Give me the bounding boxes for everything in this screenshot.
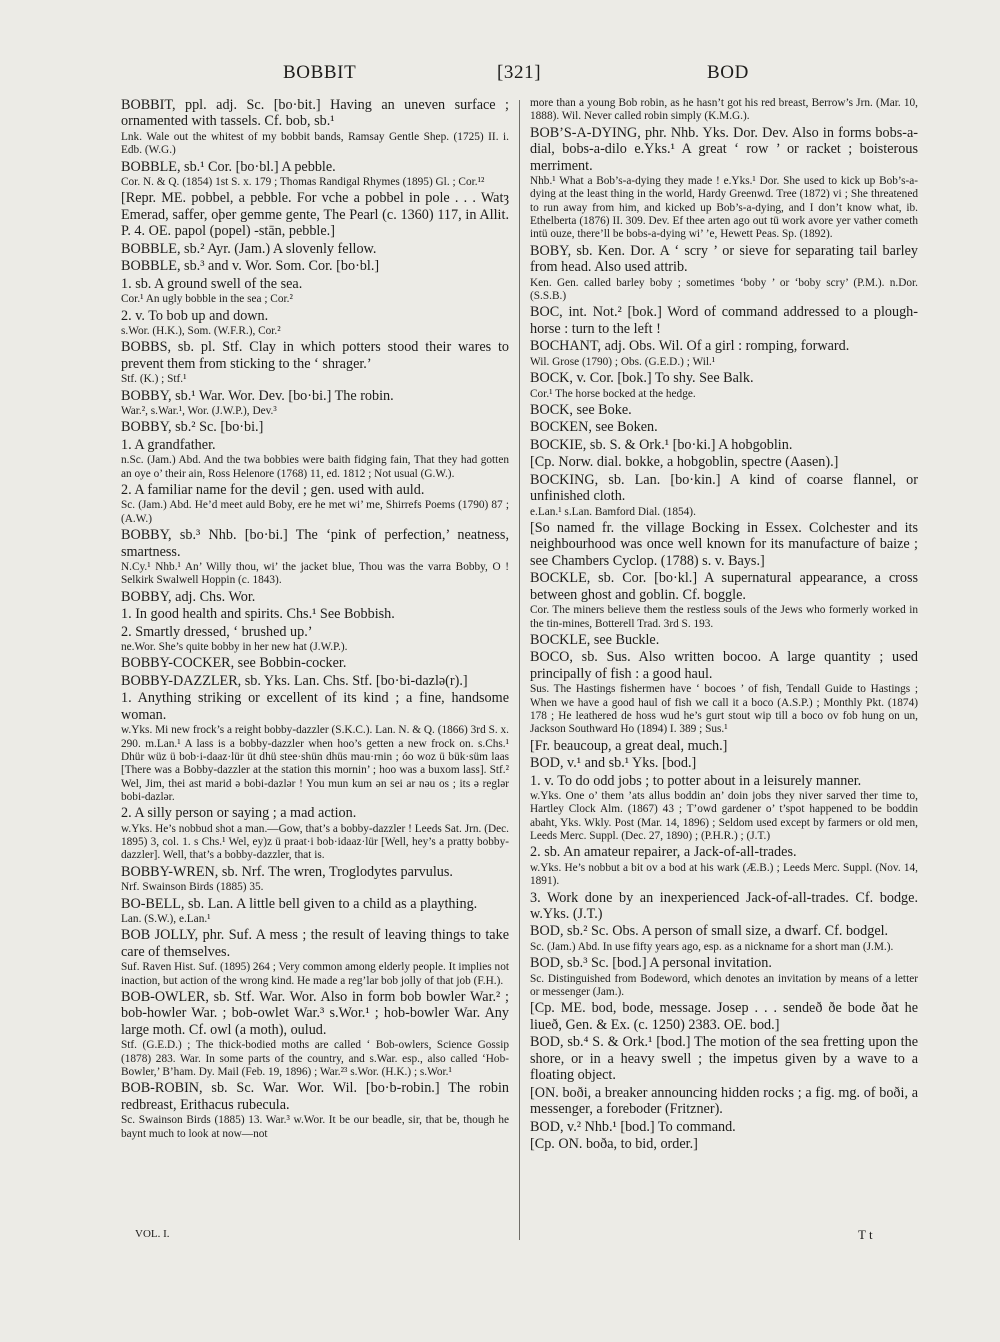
entry-paragraph: 1. A grandfather.	[121, 436, 216, 453]
entry-paragraph: BOBBY, sb.³ Nhb. [bo·bi.] The ‘pink of perfection,’ neatness, smartness.	[121, 527, 509, 560]
entry-paragraph: [ON. boði, a breaker announcing hidden rocks ; a fig. mg. of boði, a messenger, a foreboder (Fritzner).	[530, 1084, 918, 1118]
right-column	[530, 97, 918, 1154]
entry-paragraph: BOD, v.¹ and sb.¹ Yks. [bod.]	[530, 755, 697, 772]
entry-paragraph: BOCHANT, adj. Obs. Wil. Of a girl : romping, forward.	[530, 338, 850, 355]
entry-paragraph: 2. Smartly dressed, ‘ brushed up.’	[121, 623, 313, 640]
citation-paragraph: Ken. Gen. called barley boby ; sometimes ‘boby ’ or ‘boby scry’ (P.M.). n.Dor. (S.S.B.)	[530, 276, 918, 302]
entry-paragraph: [Cp. ON. boða, to bid, order.]	[530, 1136, 698, 1153]
entry-paragraph: BOD, v.² Nhb.¹ [bod.] To command.	[530, 1118, 736, 1135]
citation-paragraph: Sc. Distinguished from Bodeword, which denotes an invitation by means of a letter or messenger (Jam.).	[530, 972, 918, 999]
entry-paragraph: BOBY, sb. Ken. Dor. A ‘ scry ’ or sieve for separating tail barley from head. Also used attrib.	[530, 242, 918, 276]
citation-paragraph: s.Wor. (H.K.), Som. (W.F.R.), Cor.²	[121, 325, 281, 337]
entry-paragraph: [Cp. ME. bod, bode, message. Josep . . . sendeð ðe bode ðat he liueð, Gen. & Ex. (c. 1250) 2383. OE. bod.]	[530, 1000, 918, 1033]
entry-paragraph: BOCKLE, sb. Cor. [bo·kl.] A supernatural appearance, a cross between ghost and goblin. Cf. boggle.	[530, 570, 918, 603]
citation-paragraph: Sc. (Jam.) Abd. He’d meet auld Boby, ere he met wi’ me, Shirrefs Poems (1790) 87 ; (A.W.)	[121, 499, 509, 525]
entry-paragraph: BOB’S-A-DYING, phr. Nhb. Yks. Dor. Dev. Also in forms bobs-a-dial, bobs-a-dilo e.Yks.¹ A great ‘ row ’ or racket ; boisterous merriment.	[530, 124, 918, 174]
entry-paragraph: [So named fr. the village Bocking in Essex. Colchester and its neighbourhood was once well known for its manufacture of baize ; see Chambers Cyclop. (1788) s. v. Bays.]	[530, 519, 918, 569]
entry-paragraph: BOD, sb.³ Sc. [bod.] A personal invitation.	[530, 955, 772, 972]
citation-paragraph: N.Cy.¹ Nhb.¹ An’ Willy thou, wi’ the jacket blue, Thou was the varra Bobby, O ! Selkirk Swalwell Hoppin (c. 1843).	[121, 561, 509, 587]
entry-paragraph: BOBBLE, sb.¹ Cor. [bo·bl.] A pebble.	[121, 158, 336, 175]
entry-paragraph: 1. In good health and spirits. Chs.¹ See Bobbish.	[121, 606, 395, 623]
citation-paragraph: Stf. (K.) ; Stf.¹	[121, 373, 187, 386]
sheet-signature: T t	[858, 1227, 873, 1242]
citation-paragraph: Cor. The miners believe them the restless souls of the Jews who formerly worked in the tin-mines, Botterell Trad. 3rd S. 193.	[530, 604, 918, 630]
citation-paragraph: w.Yks. He’s nobbut a bit ov a bod at his wark (Æ.B.) ; Leeds Merc. Suppl. (Nov. 14, 1891).	[530, 861, 918, 888]
entry-paragraph: BOB-OWLER, sb. Stf. War. Wor. Also in form bob bowler War.² ; bob-howler War. ; bob-owlet War.³ s.Wor.¹ ; hob-bowler War. Any large moth. Cf. owl (a moth), oulud.	[121, 988, 509, 1038]
entry-paragraph: BOB-ROBIN, sb. Sc. War. Wor. Wil. [bo·b-robin.] The robin redbreast, Erithacus rubecula.	[121, 1080, 509, 1113]
citation-paragraph: more than a young Bob robin, as he hasn’t got his red breast, Berrow’s Jrn. (Mar. 10, 1888). Wil. Never called robin simply (K.M.G.).	[530, 97, 918, 123]
entry-paragraph: 2. A familiar name for the devil ; gen. used with auld.	[121, 481, 425, 498]
citation-paragraph: Nhb.¹ What a Bob’s-a-dying they made ! e.Yks.¹ Dor. She used to kick up Bob’s-a-dying at the least thing in the world, Hardy Greenwd. Tree (1872) vi ; She threatened to run away from him, and kicked up Bob’s-a-dying, and I don’t know what, ib. Ethelberta (1876) II. 309. Dev. Ef thee arten ago out tü work avore yer vather cometh intü ouze, there’ll be bobs-a-dying wi’ ’e, Hewett Peas. Sp. (1892).	[530, 175, 918, 241]
citation-paragraph: Stf. (G.E.D.) ; The thick-bodied moths are called ‘ Bob-owlers, Science Gossip (1878) 283. War. In some parts of the country, and s.War. esp., also called ‘Hob-Bowler,’ B’ham. Dy. Mail (Feb. 19, 1896) ; War.²³ s.Wor. (H.K.) ; s.Wor.¹	[121, 1039, 509, 1078]
entry-paragraph: BOCKIE, sb. S. & Ork.¹ [bo·ki.] A hobgoblin.	[530, 436, 793, 453]
entry-paragraph: BOBBY, sb.¹ War. Wor. Dev. [bo·bi.] The robin.	[121, 387, 394, 404]
citation-paragraph: ne.Wor. She’s quite bobby in her new hat (J.W.P.).	[121, 641, 348, 654]
citation-paragraph: Wil. Grose (1790) ; Obs. (G.E.D.) ; Wil.¹	[530, 355, 716, 368]
entry-paragraph: 1. sb. A ground swell of the sea.	[121, 275, 303, 292]
column-divider	[519, 100, 520, 1240]
citation-paragraph: Lnk. Wale out the whitest of my bobbit bands, Ramsay Gentle Shep. (1725) II. i. Edb. (W.G.)	[121, 130, 509, 157]
running-head-right: BOD	[707, 62, 749, 83]
entry-paragraph: 1. v. To do odd jobs ; to potter about in a leisurely manner.	[530, 772, 862, 789]
citation-paragraph: Sc. Swainson Birds (1885) 13. War.³ w.Wor. It be our beadle, sir, that be, though he baynt much to look at now—not	[121, 1114, 509, 1140]
entry-paragraph: BOBBY-COCKER, see Bobbin-cocker.	[121, 655, 347, 672]
entry-paragraph: BOCO, sb. Sus. Also written bocoo. A large quantity ; used principally of fish : a good haul.	[530, 649, 918, 682]
volume-signature: VOL. I.	[135, 1228, 170, 1240]
entry-paragraph: BOCK, v. Cor. [bok.] To shy. See Balk.	[530, 370, 754, 387]
citation-paragraph: n.Sc. (Jam.) Abd. And the twa bobbies were baith fidging fain, That they had gotten an oye o’ their ain, Ross Helenore (1768) 11, ed. 1812 ; Not usual (G.W.).	[121, 454, 509, 480]
entry-paragraph: BOCKING, sb. Lan. [bo·kin.] A kind of coarse flannel, or unfinished cloth.	[530, 471, 918, 505]
entry-paragraph: BO-BELL, sb. Lan. A little bell given to a child as a plaything.	[121, 895, 478, 912]
citation-paragraph: Lan. (S.W.), e.Lan.¹	[121, 913, 211, 925]
citation-paragraph: w.Yks. Mi new frock’s a reight bobby-dazzler (S.K.C.). Lan. N. & Q. (1866) 3rd S. x. 290. m.Lan.¹ A lass is a bobby-dazzler when hoo’s getten a new frock on. s.Chs.¹ Dhür wüz ü bob·i-daaz·lür üt dhü stee·shün dhüs mau·rnin ; óo woz ü bük·süm laas [There was a Bobby-dazzler at the station this mornin’ ; hoo was a buxom lass]. Stf.² Wel, Jim, thei ast marid ə bobi-dazlər ! You mun kum ən sei ar nəu os ; its ə reglər bobi-dazlər.	[121, 724, 509, 803]
citation-paragraph: w.Yks. One o’ them ’ats allus boddin an’ doin jobs they niver sarved ther time to, Hartley Clock Alm. (1867) 43 ; T’owd gardener o’ t’spot happened to be boddin abaht, Yks. Wkly. Post (Mar. 14, 1896) ; Seldom used except by farmers or old men, Leeds Merc. Suppl. (Dec. 27, 1890) ; (P.H.R.) ; (J.T.)	[530, 790, 918, 843]
entry-paragraph: 3. Work done by an inexperienced Jack-of-all-trades. Cf. bodge. w.Yks. (J.T.)	[530, 889, 918, 922]
entry-paragraph: [Repr. ME. pobbel, a pebble. For vche a pobbel in pole . . . Watȝ Emerad, saffer, oþer gemme gente, The Pearl (c. 1360) 117, in Allit. P. 4. OE. papol (popel) -stān, pebble.]	[121, 190, 509, 240]
entry-paragraph: 2. A silly person or saying ; a mad action.	[121, 805, 357, 822]
entry-paragraph: BOC, int. Not.² [bok.] Word of command addressed to a plough-horse : turn to the left !	[530, 304, 918, 337]
entry-paragraph: BOBBY-WREN, sb. Nrf. The wren, Troglodytes parvulus.	[121, 863, 453, 880]
citation-paragraph: Sc. (Jam.) Abd. In use fifty years ago, esp. as a nickname for a short man (J.M.).	[530, 940, 894, 953]
entry-paragraph: BOB JOLLY, phr. Suf. A mess ; the result of leaving things to take care of themselves.	[121, 927, 509, 960]
entry-paragraph: 1. Anything striking or excellent of its kind ; a fine, handsome woman.	[121, 690, 509, 723]
citation-paragraph: Sus. The Hastings fishermen have ‘ bocoes ’ of fish, Tendall Guide to Hastings ; When we have a good haul of fish we call it a boco (A.S.P.) ; Monthly Pkt. (1874) 178 ; He leathered de hoss wud he’s gurt stout wip till a boco ov fob hung on un, Jackson Southward Ho (1894) I. 389 ; Sus.¹	[530, 683, 918, 736]
entry-paragraph: BOD, sb.⁴ S. & Ork.¹ [bod.] The motion of the sea fretting upon the shore, or in a heavy swell ; the impetus given by a wave to a floating object.	[530, 1034, 918, 1084]
entry-paragraph: BOBBY-DAZZLER, sb. Yks. Lan. Chs. Stf. [bo·bi-dazlə(r).]	[121, 672, 468, 689]
entry-paragraph: 2. sb. An amateur repairer, a Jack-of-all-trades.	[530, 844, 797, 861]
entry-paragraph: BOBBS, sb. pl. Stf. Clay in which potters stood their wares to prevent them from sticking to the ‘ shrager.’	[121, 339, 509, 372]
entry-paragraph: BOBBIT, ppl. adj. Sc. [bo·bit.] Having an uneven surface ; ornamented with tassels. Cf. bob, sb.¹	[121, 97, 509, 130]
entry-paragraph: BOBBLE, sb.² Ayr. (Jam.) A slovenly fellow.	[121, 240, 377, 257]
citation-paragraph: Cor.¹ An ugly bobble in the sea ; Cor.²	[121, 293, 293, 306]
running-head-left: BOBBIT	[283, 62, 357, 83]
entry-paragraph: 2. v. To bob up and down.	[121, 307, 269, 324]
citation-paragraph: Cor.¹ The horse bocked at the hedge.	[530, 387, 696, 400]
entry-paragraph: BOCKEN, see Boken.	[530, 419, 658, 436]
page-number: [321]	[497, 62, 542, 83]
left-column	[121, 97, 509, 1142]
citation-paragraph: w.Yks. He’s nobbud shot a man.—Gow, that’s a bobby-dazzler ! Leeds Sat. Jrn. (Dec. 1895) 3, col. 1. s Chs.¹ Wel, ey)z ü praat·i bob·idaaz·lür [Well, hey’s a pratty bobby-dazzler]. Well, that’s a bobby-dazzler, that is.	[121, 822, 509, 862]
citation-paragraph: e.Lan.¹ s.Lan. Bamford Dial. (1854).	[530, 505, 696, 518]
citation-paragraph: Cor. N. & Q. (1854) 1st S. x. 179 ; Thomas Randigal Rhymes (1895) Gl. ; Cor.¹²	[121, 176, 485, 189]
citation-paragraph: Suf. Raven Hist. Suf. (1895) 264 ; Very common among elderly people. It implies not inaction, but action of the wrong kind. He made a reg’lar bob jolly of that job (F.H.).	[121, 961, 509, 987]
entry-paragraph: BOCK, see Boke.	[530, 401, 632, 418]
entry-paragraph: [Cp. Norw. dial. bokke, a hobgoblin, spectre (Aasen).]	[530, 454, 839, 471]
entry-paragraph: [Fr. beaucoup, a great deal, much.]	[530, 737, 728, 754]
citation-paragraph: Nrf. Swainson Birds (1885) 35.	[121, 881, 264, 894]
entry-paragraph: BOCKLE, see Buckle.	[530, 631, 660, 648]
citation-paragraph: War.², s.War.¹, Wor. (J.W.P.), Dev.³	[121, 405, 277, 418]
entry-paragraph: BOBBLE, sb.³ and v. Wor. Som. Cor. [bo·bl.]	[121, 258, 380, 275]
entry-paragraph: BOD, sb.² Sc. Obs. A person of small size, a dwarf. Cf. bodgel.	[530, 923, 889, 940]
entry-paragraph: BOBBY, sb.² Sc. [bo·bi.]	[121, 419, 264, 436]
entry-paragraph: BOBBY, adj. Chs. Wor.	[121, 588, 256, 605]
